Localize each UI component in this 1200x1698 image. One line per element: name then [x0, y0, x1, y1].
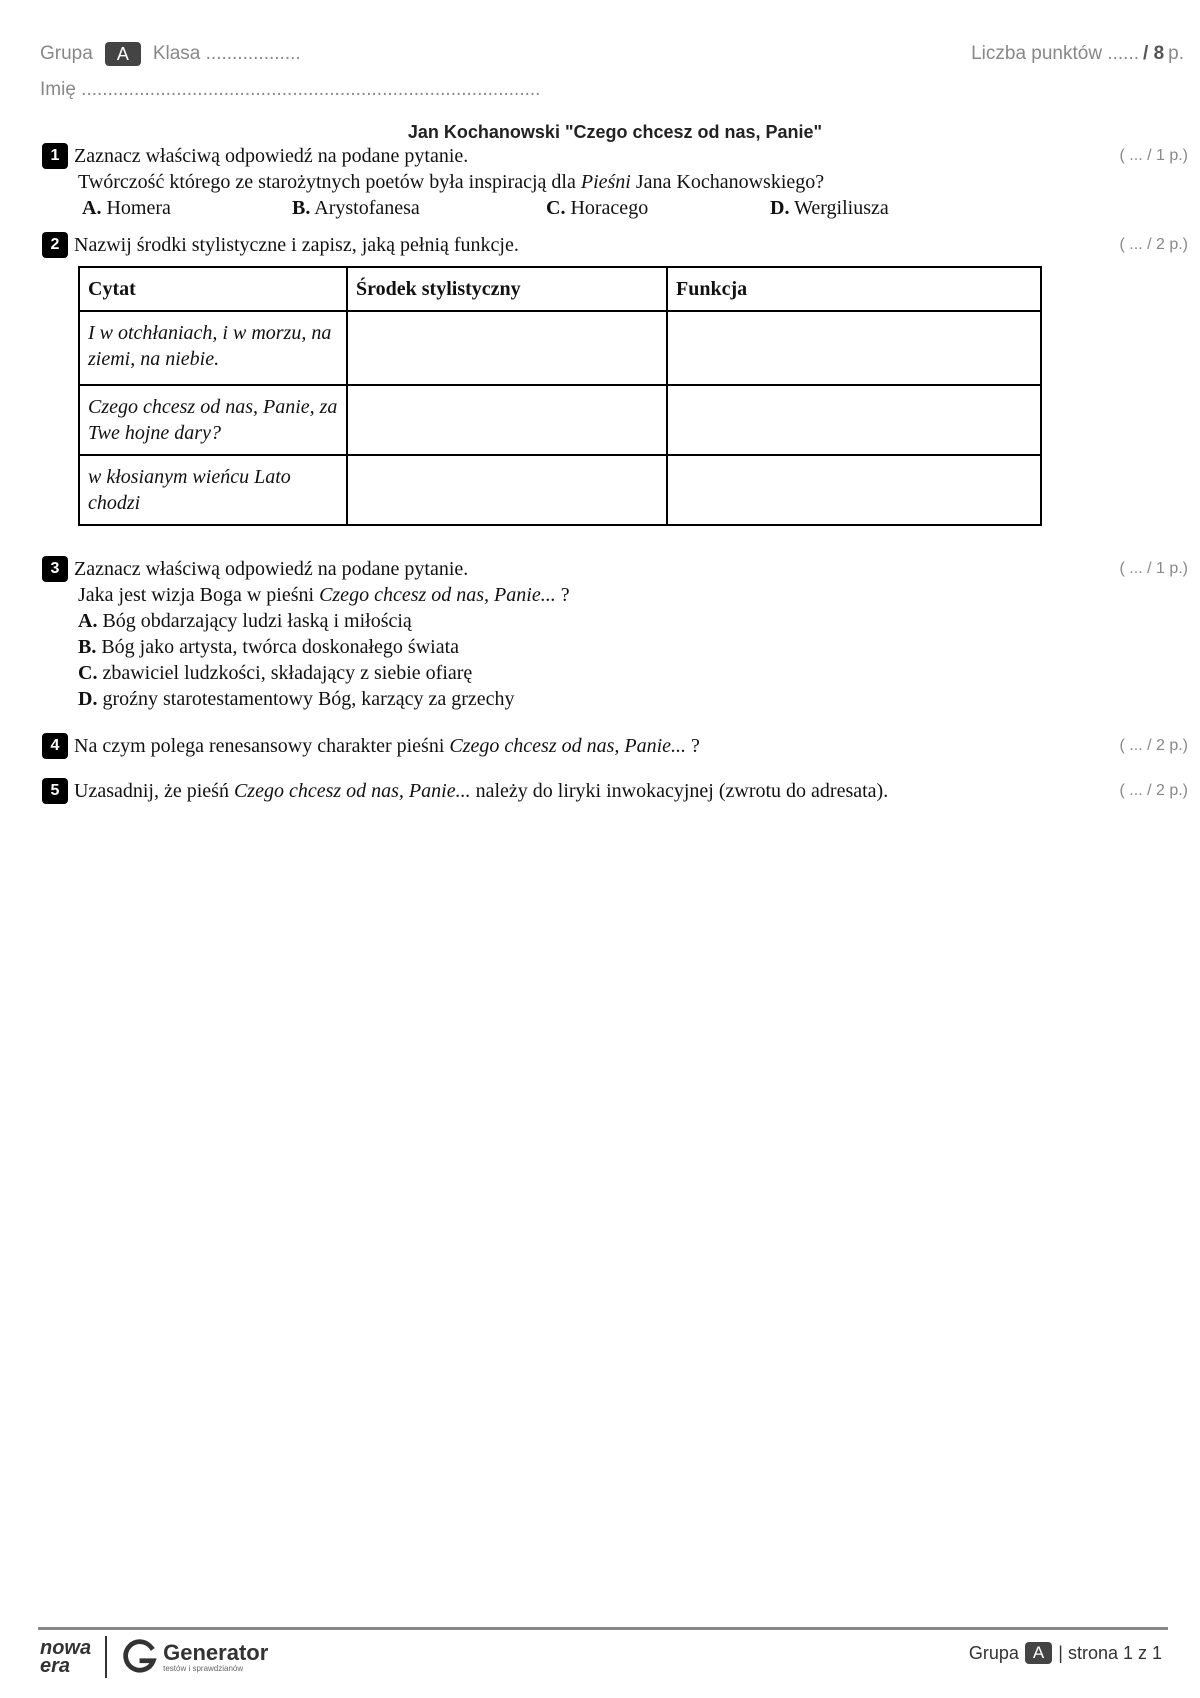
table-header-cell: Cytat: [79, 267, 347, 311]
footer-divider: [38, 1627, 1168, 1630]
question-text-pre: Jaka jest wizja Boga w pieśni: [78, 584, 320, 606]
question-2: [42, 232, 1192, 526]
question-4: [42, 733, 1192, 759]
answer-option-d[interactable]: D. groźny starotestamentowy Bóg, karzący za grzechy: [78, 688, 515, 710]
header-left: [40, 40, 540, 104]
question-text-post: Jana Kochanowskiego?: [630, 171, 825, 193]
question-text: [78, 582, 1192, 608]
question-number: 4: [42, 733, 68, 759]
quote-cell: Czego chcesz od nas, Panie, za Twe hojne dary?: [79, 385, 347, 455]
question-text-post: ?: [686, 735, 700, 757]
question-text-italic: Czego chcesz od nas, Panie...: [319, 584, 556, 606]
footer-logos: [40, 1636, 268, 1678]
name-field[interactable]: Imię .......................................................................................: [40, 79, 541, 100]
answer-option-c[interactable]: C. zbawiciel ludzkości, składający z siebie ofiarę: [78, 662, 473, 684]
question-3: [42, 556, 1192, 712]
question-text-pre: Uzasadnij, że pieśń: [74, 780, 234, 802]
group-class-line: [40, 40, 540, 68]
points-label[interactable]: Liczba punktów ......: [971, 43, 1140, 64]
quote-cell: I w otchłaniach, i w morzu, na ziemi, na niebie.: [79, 311, 347, 385]
generator-logo-text: Generator testów i sprawdzianów: [163, 1639, 269, 1673]
question-instruction: Zaznacz właściwą odpowiedź na podane pytanie.: [74, 145, 469, 167]
answer-option-b[interactable]: B. Bóg jako artysta, twórca doskonałego świata: [78, 636, 460, 658]
answer-options: [78, 195, 1192, 221]
points-total: / 8: [1143, 43, 1165, 64]
answer-option-d[interactable]: D. Wergiliusza: [770, 197, 889, 219]
table-header-row: [79, 267, 1041, 311]
question-points: ( ... / 1 p.): [1119, 560, 1188, 577]
table-row: [79, 311, 1041, 385]
question-text: [78, 169, 1192, 195]
device-answer-cell[interactable]: [347, 385, 667, 455]
function-answer-cell[interactable]: [667, 311, 1041, 385]
question-points: ( ... / 2 p.): [1119, 737, 1188, 754]
group-badge: A: [105, 42, 141, 66]
answer-option-b[interactable]: B. Arystofanesa: [292, 197, 420, 219]
device-answer-cell[interactable]: [347, 311, 667, 385]
question-text-pre: Na czym polega renesansowy charakter pieśni: [74, 735, 450, 757]
points-summary: [971, 40, 1184, 68]
footer-group-badge: A: [1025, 1642, 1052, 1664]
points-suffix: p.: [1168, 43, 1184, 64]
stylistic-devices-table: [78, 266, 1042, 526]
answer-option-c[interactable]: C. Horacego: [546, 197, 649, 219]
table-row: [79, 385, 1041, 455]
question-instruction: Nazwij środki stylistyczne i zapisz, jaką pełnią funkcje.: [74, 234, 519, 256]
device-answer-cell[interactable]: [347, 455, 667, 525]
question-instruction: Zaznacz właściwą odpowiedź na podane pytanie.: [74, 558, 469, 580]
generator-logo-icon: [121, 1638, 159, 1676]
question-points: ( ... / 2 p.): [1119, 782, 1188, 799]
question-5: [42, 778, 1192, 804]
question-points: ( ... / 2 p.): [1119, 236, 1188, 253]
name-line: [40, 76, 540, 104]
question-number: 1: [42, 143, 68, 169]
question-text-post: należy do liryki inwokacyjnej (zwrotu do adresata).: [470, 780, 889, 802]
question-text-italic: Czego chcesz od nas, Panie...: [233, 780, 471, 802]
table-header-cell: Środek stylistyczny: [347, 267, 667, 311]
table-header-cell: Funkcja: [667, 267, 1041, 311]
footer-page-info: [969, 1642, 1162, 1664]
footer-group-label: Grupa: [968, 1642, 1019, 1663]
question-number: 3: [42, 556, 68, 582]
class-field[interactable]: Klasa ..................: [152, 43, 301, 64]
question-number: 5: [42, 778, 68, 804]
question-1: [42, 143, 1192, 221]
function-answer-cell[interactable]: [667, 385, 1041, 455]
answer-option-a[interactable]: A. Bóg obdarzający ludzi łaską i miłością: [78, 610, 412, 632]
nowa-era-logo: nowa era: [40, 1637, 92, 1677]
question-text-italic: Czego chcesz od nas, Panie...: [449, 735, 687, 757]
answer-option-a[interactable]: A. Homera: [82, 197, 171, 219]
function-answer-cell[interactable]: [667, 455, 1041, 525]
question-text-pre: Twórczość którego ze starożytnych poetów była inspiracją dla: [78, 171, 581, 193]
table-row: [79, 455, 1041, 525]
quote-cell: w kłosianym wieńcu Lato chodzi: [79, 455, 347, 525]
question-text-italic: Pieśni: [580, 171, 631, 193]
worksheet-title: Jan Kochanowski "Czego chcesz od nas, Panie": [407, 122, 823, 142]
question-number: 2: [42, 232, 68, 258]
question-text-post: ?: [555, 584, 570, 606]
logo-divider: [105, 1636, 107, 1678]
question-points: ( ... / 1 p.): [1119, 147, 1188, 164]
page-number: | strona 1 z 1: [1058, 1642, 1162, 1663]
group-label: Grupa: [40, 43, 93, 64]
